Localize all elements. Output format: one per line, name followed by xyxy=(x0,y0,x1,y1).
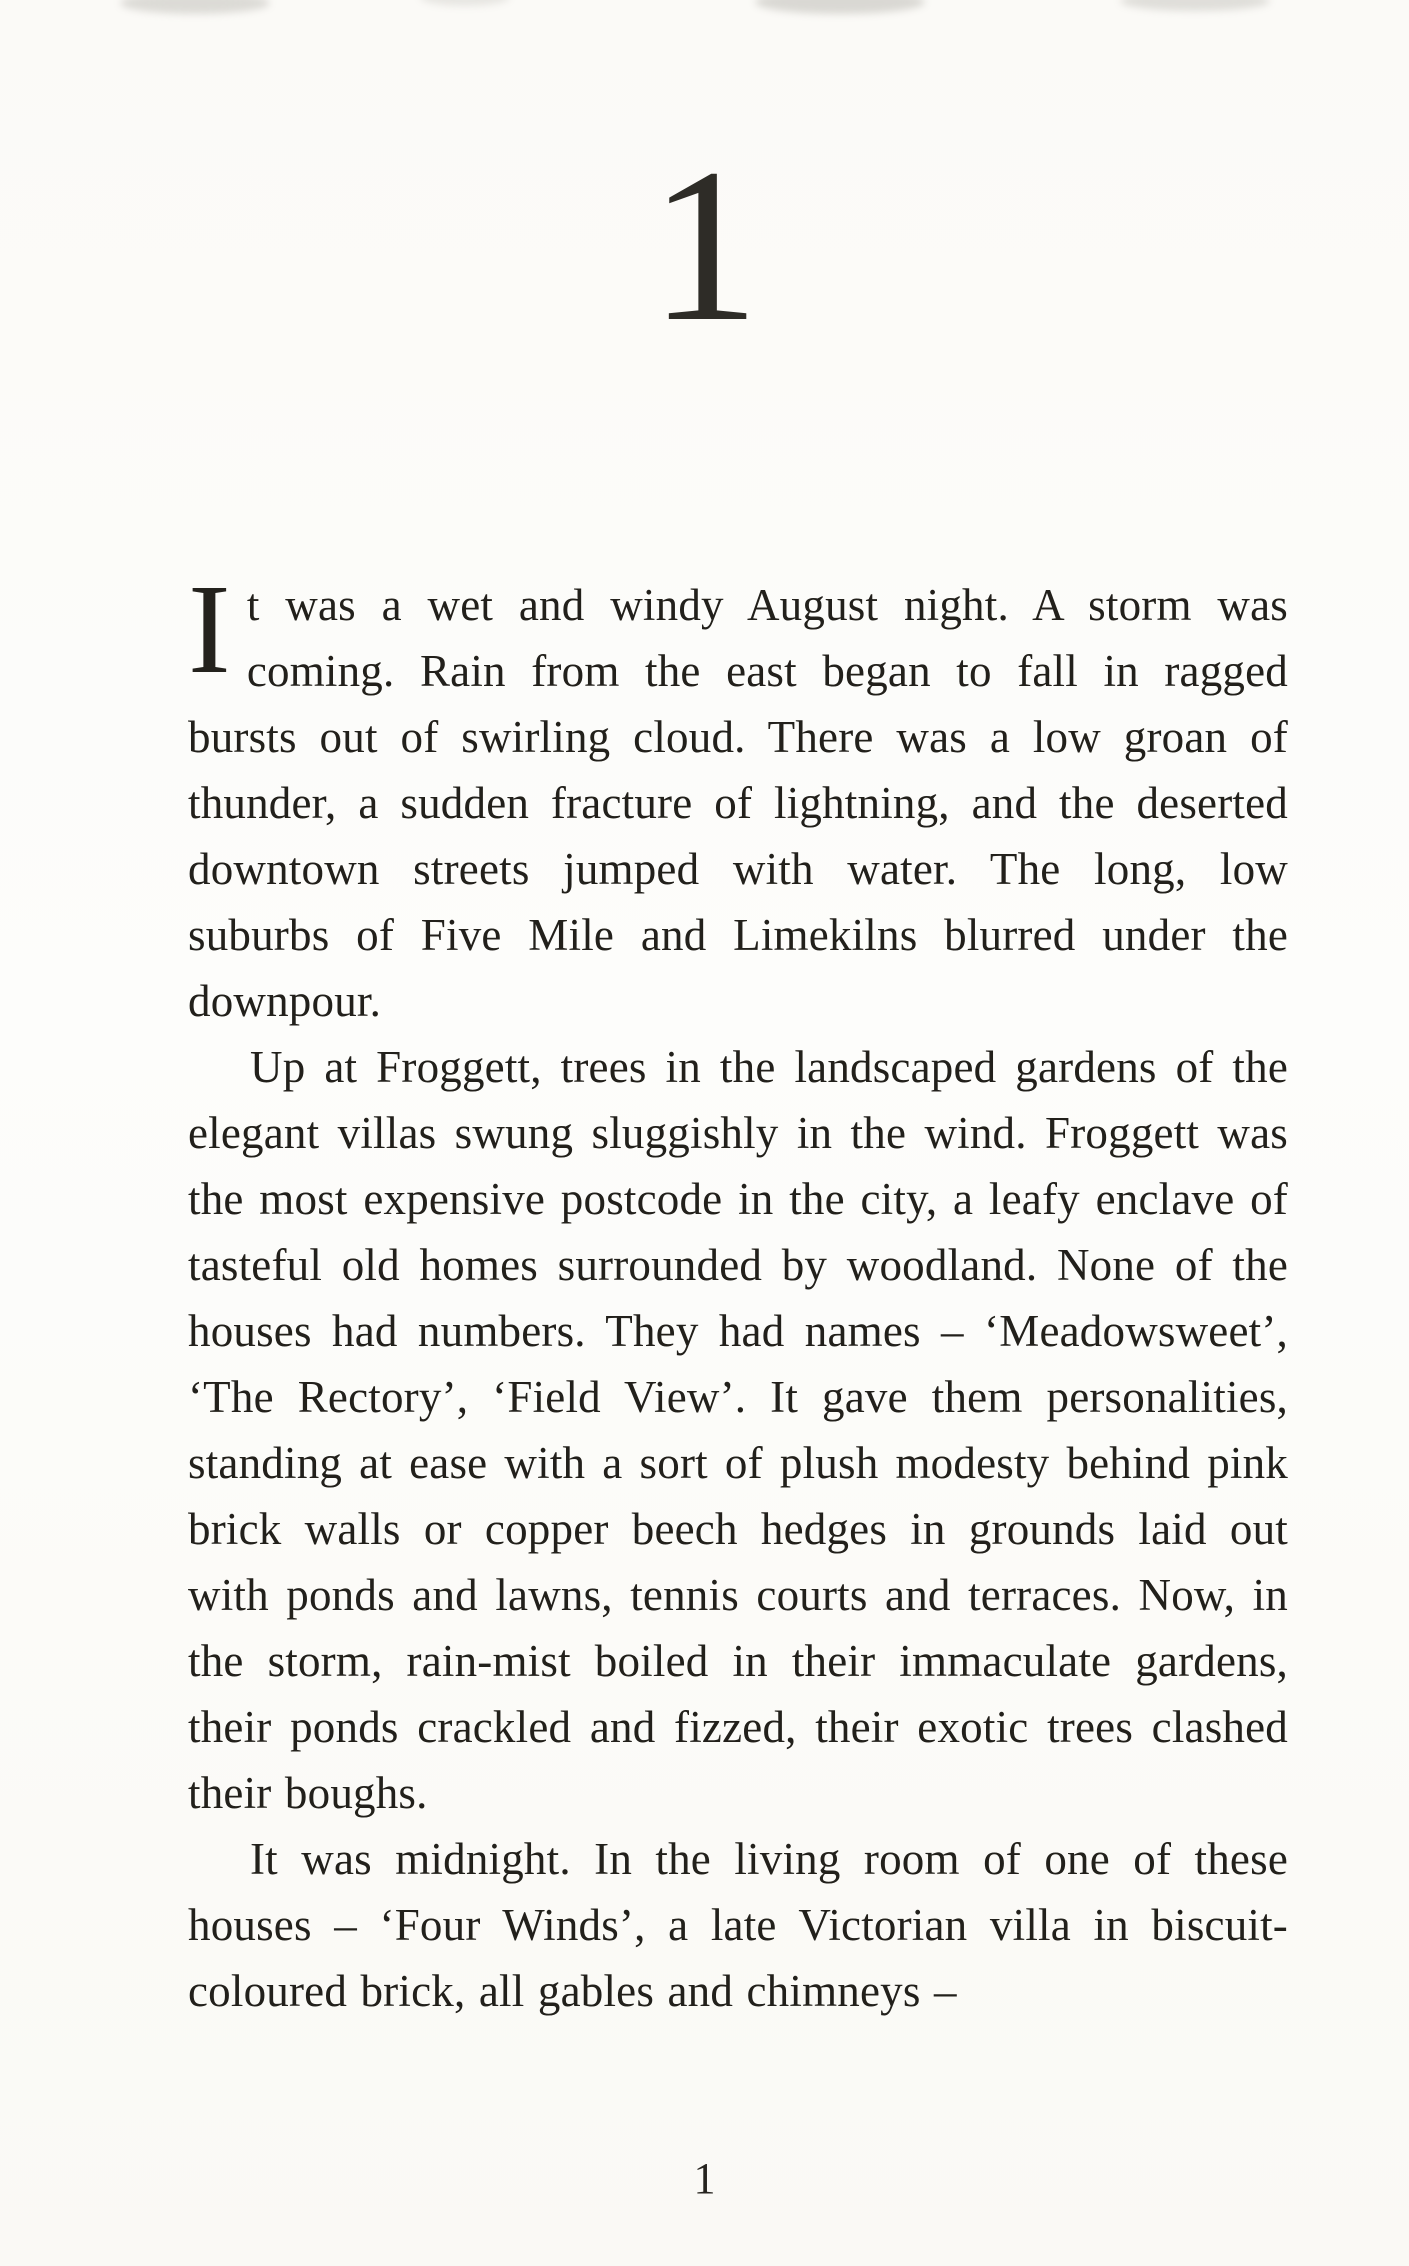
drop-cap: I xyxy=(188,558,231,700)
paragraph xyxy=(188,1034,1288,1826)
paragraph-text: It was midnight. In the living room of one of these houses – ‘Four Winds’, a late Victorian villa in biscuit-coloured brick, all gables and chimneys – xyxy=(188,1834,1288,2016)
scan-smudge xyxy=(755,0,925,14)
page-number: 1 xyxy=(693,2154,716,2203)
scan-smudge xyxy=(420,0,510,6)
paragraph xyxy=(188,558,1288,1034)
paragraph-text: Up at Froggett, trees in the landscaped gardens of the elegant villas swung sluggishly in the wind. Froggett was the most expensive postcode in the city, a leafy enclave of tasteful old homes surrounded by woodland. None of the houses had numbers. They had names – ‘Meadowsweet’, ‘The Rectory’, ‘Field View’. It gave them personalities, standing at ease with a sort of plush modesty behind pink brick walls or copper beech hedges in grounds laid out with ponds and lawns, tennis courts and terraces. Now, in the storm, rain-mist boiled in their immaculate gardens, their ponds crackled and fizzed, their exotic trees clashed their boughs. xyxy=(188,1042,1288,1818)
paragraph-text: t was a wet and windy August night. A storm was coming. Rain from the east began to fall in ragged bursts out of swirling cloud. There was a low groan of thunder, a sudden fracture of lightning, and the deserted downtown streets jumped with water. The long, low suburbs of Five Mile and Limekilns blurred under the downpour. xyxy=(188,580,1288,1026)
scan-smudge xyxy=(120,0,270,14)
paragraph xyxy=(188,1826,1288,2024)
scan-smudge xyxy=(1120,0,1270,11)
chapter-number: 1 xyxy=(649,123,760,367)
body-text xyxy=(188,558,1288,2024)
